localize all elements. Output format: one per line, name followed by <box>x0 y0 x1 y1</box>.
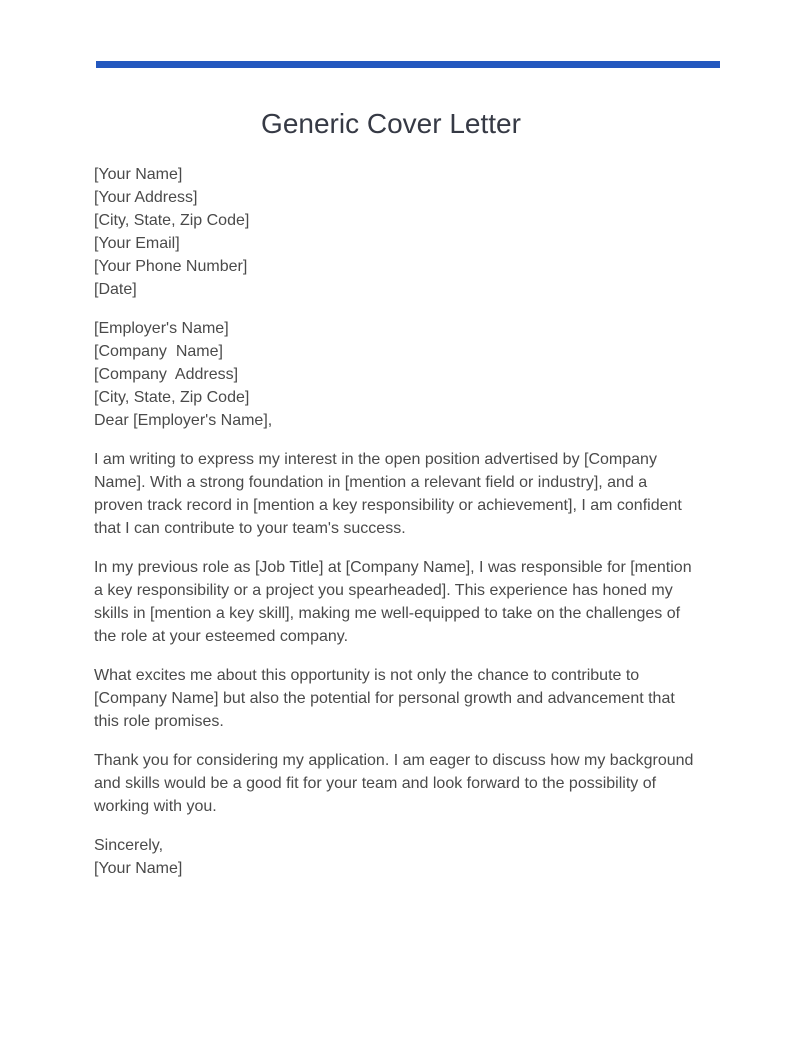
sender-email: [Your Email] <box>94 235 180 252</box>
paragraph-motivation: What excites me about this opportunity is not only the chance to contribute to [Company Name] but also the potential for personal growth and advancement that this role promises. <box>94 667 675 730</box>
paragraph-intro: I am writing to express my interest in the open position advertised by [Company Name]. With a strong foundation in [mention a relevant field or industry], and a proven track record in [mention a key responsibility or achievement], I am confident that I can contribute to your team's success. <box>94 451 682 537</box>
recipient-company: [Company Name] <box>94 343 223 360</box>
recipient-name: [Employer's Name] <box>94 320 229 337</box>
letter-date: [Date] <box>94 281 137 298</box>
document-title: Generic Cover Letter <box>261 108 521 139</box>
sender-name: [Your Name] <box>94 166 183 183</box>
sender-city-state-zip: [City, State, Zip Code] <box>94 212 250 229</box>
paragraph-experience: In my previous role as [Job Title] at [Company Name], I was responsible for [mention a key responsibility or a project you spearheaded]. This experience has honed my skills in [mention a key skill], making me well-equipped to take on the challenges of the role at your esteemed company. <box>94 559 692 645</box>
salutation: Dear [Employer's Name], <box>94 412 273 429</box>
paragraph-thanks: Thank you for considering my application. I am eager to discuss how my background and skills would be a good fit for your team and look forward to the possibility of working with you. <box>94 752 694 815</box>
recipient-block <box>94 317 694 432</box>
sender-address: [Your Address] <box>94 189 198 206</box>
letter-body <box>94 163 694 896</box>
recipient-city-state-zip: [City, State, Zip Code] <box>94 389 250 406</box>
closing-block <box>94 834 694 880</box>
closing: Sincerely, <box>94 837 164 854</box>
header-accent-rule <box>96 61 720 68</box>
recipient-company-address: [Company Address] <box>94 366 239 383</box>
sender-phone: [Your Phone Number] <box>94 258 248 275</box>
sender-block <box>94 163 694 301</box>
signature: [Your Name] <box>94 860 183 877</box>
